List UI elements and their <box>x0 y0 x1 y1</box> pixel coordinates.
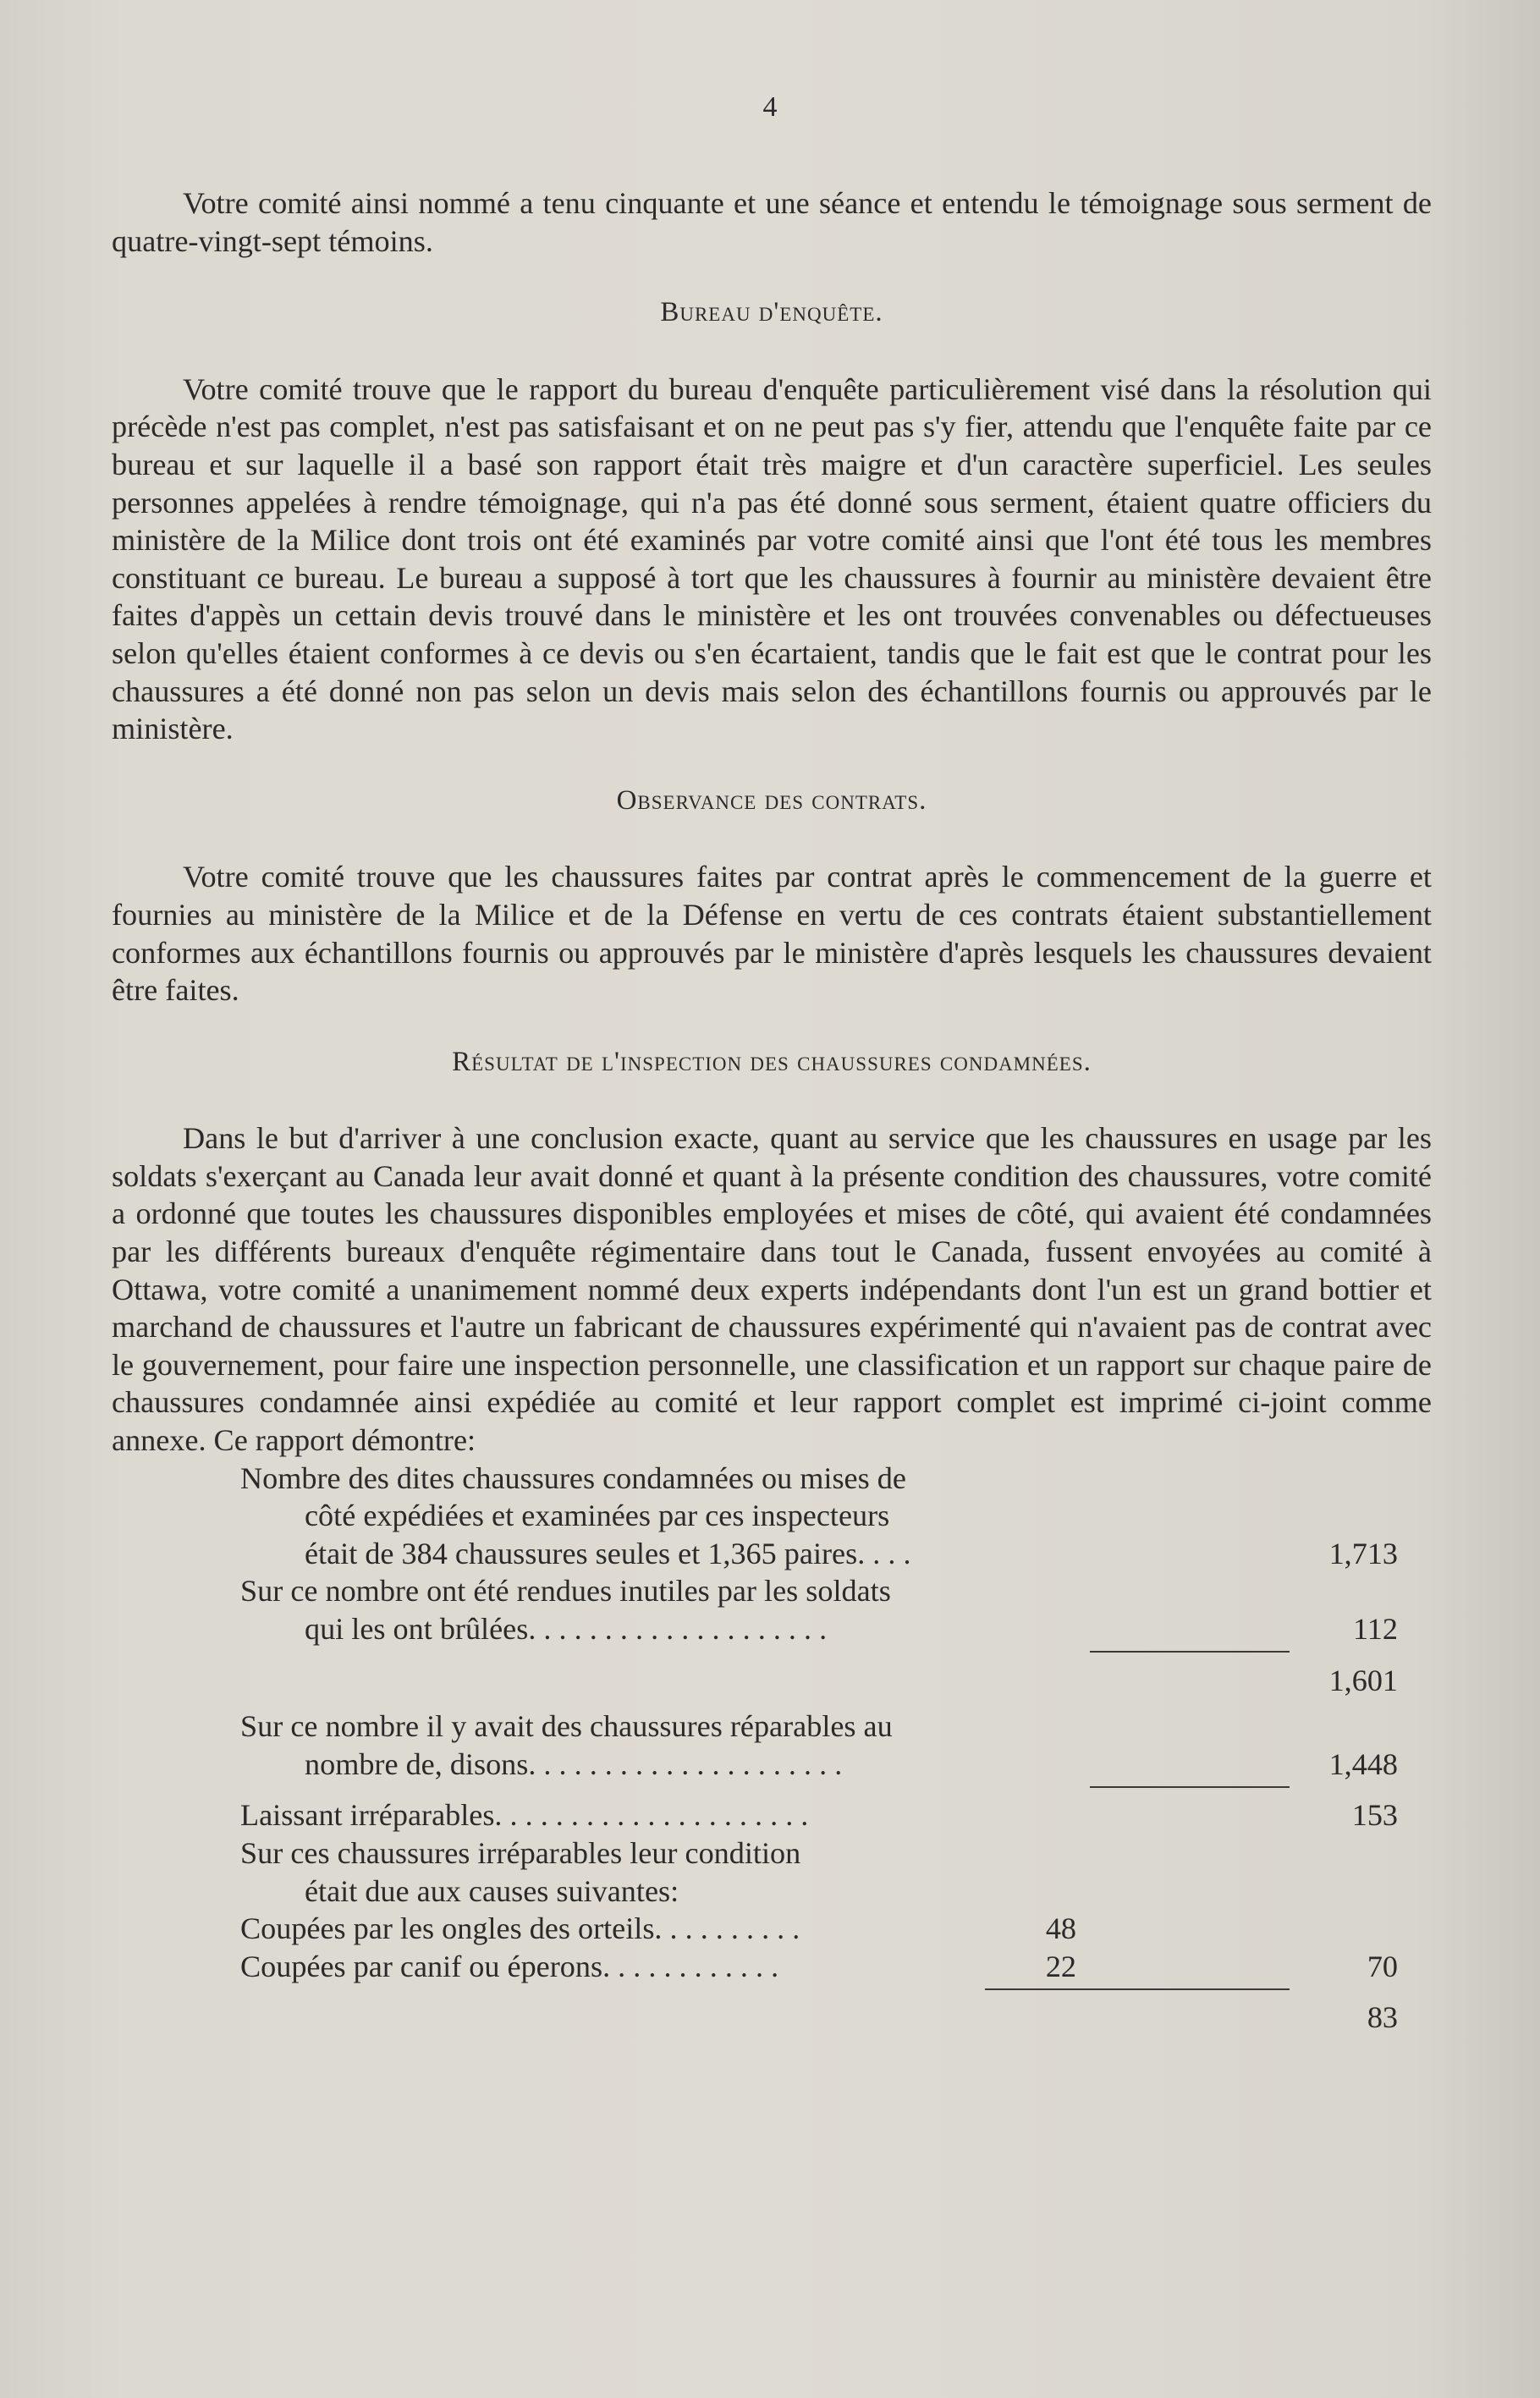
table-label: Sur ce nombre il y avait des chaussures réparables au <box>240 1709 893 1744</box>
section-heading-bureau: Bureau d'enquête. <box>660 297 883 328</box>
table-row <box>112 1460 1432 1498</box>
table-label: Laissant irréparables. . . . . . . . . . . . . . . . . . . . . <box>240 1798 809 1833</box>
table-row <box>112 1572 1432 1610</box>
table-row <box>112 1834 1432 1873</box>
table-value: 48 <box>1045 1911 1076 1946</box>
page-content <box>112 184 1432 2037</box>
section-heading-resultat: Résultat de l'inspection des chaussures condamnées. <box>452 1046 1092 1077</box>
table-row <box>112 1497 1432 1535</box>
intro-paragraph: Votre comité ainsi nommé a tenu cinquante et une séance et entendu le témoignage sous serment de quatre-vingt-sept témoins. <box>112 186 1432 258</box>
table-label: Sur ce nombre ont été rendues inutiles par les soldats <box>240 1574 891 1609</box>
table-row <box>112 1662 1432 1700</box>
sum-rule <box>1090 1651 1290 1653</box>
table-value: 153 <box>1351 1798 1398 1833</box>
table-value: 1,601 <box>1328 1663 1398 1697</box>
table-label: côté expédiées et examinées par ces inspecteurs <box>305 1499 890 1533</box>
table-row <box>112 1796 1432 1834</box>
table-row <box>112 1873 1432 1911</box>
sum-rule <box>985 1988 1290 1990</box>
section-body-bureau: Votre comité trouve que le rapport du bureau d'enquête particulièrement visé dans la résolution qui précède n'est pas complet, n'est pas satisfaisant et on ne peut pas s'y fier, attendu que l'enquête faite par ce bureau et sur laquelle il a basé son rapport était très maigre et d'un caractère superficiel. Les seules personnes appelées à rendre témoignage, qui n'a pas été donné sous serment, étaient quatre officiers du ministère de la Milice dont trois ont été examinés par votre comité ainsi que l'ont été tous les membres constituant ce bureau. Le bureau a supposé à tort que les chaussures à fournir au ministère devaient être faites d'appès un cettain devis trouvé dans le ministère et les ont trouvées convenables ou défectueuses selon qu'elles étaient conformes à ce devis ou s'en écartaient, tandis que le fait est que le contrat pour les chaussures a été donné non pas selon un devis mais selon des échantillons fournis ou approuvés par le ministère. <box>112 371 1432 746</box>
table-label: Coupées par canif ou éperons. . . . . . . . . . . . <box>240 1949 779 1983</box>
table-value: 83 <box>1367 2000 1398 2035</box>
table-label: qui les ont brûlées. . . . . . . . . . . . . . . . . . . . <box>305 1612 828 1646</box>
section-heading-observance: Observance des contrats. <box>616 784 927 816</box>
sum-rule <box>1090 1786 1290 1788</box>
table-value: 1,713 <box>1328 1536 1398 1570</box>
inspection-table <box>112 1460 1432 2037</box>
section-body-resultat: Dans le but d'arriver à une conclusion exacte, quant au service que les chaussures en usage par les soldats s'exerçant au Canada leur avait donné et quant à la présente condition des chaussures, votre comité a ordonné que toutes les chaussures disponibles employées et mises de côté, qui avaient été condamnées par les différents bureaux d'enquête régimentaire dans tout le Canada, fussent envoyées au comité à Ottawa, votre comité a unanimement nommé deux experts indépendants dont l'un est un grand bottier et marchand de chaussures et l'autre un fabricant de chaussures expérimenté qui n'avaient pas de contrat avec le gouvernement, pour faire une inspection personnelle, une classification et un rapport sur chaque paire de chaussures condamnée ainsi expédiée au comité et leur rapport complet est imprimé ci-joint comme annexe. Ce rapport démontre: <box>112 1121 1432 1458</box>
table-label: nombre de, disons. . . . . . . . . . . . . . . . . . . . . <box>305 1746 843 1781</box>
table-row <box>112 1746 1432 1784</box>
table-label: était de 384 chaussures seules et 1,365 paires. . . . <box>305 1536 911 1570</box>
table-value: 112 <box>1353 1612 1398 1646</box>
table-label: était due aux causes suivantes: <box>305 1873 679 1908</box>
table-row <box>112 1708 1432 1746</box>
table-row <box>112 1535 1432 1573</box>
table-row <box>112 1948 1432 1986</box>
table-row <box>112 1910 1432 1948</box>
table-label: Coupées par les ongles des orteils. . . . . . . . . . <box>240 1911 800 1946</box>
table-value: 1,448 <box>1328 1746 1398 1781</box>
table-row <box>112 1999 1432 2037</box>
table-value: 22 <box>1045 1949 1076 1983</box>
table-label: Sur ces chaussures irréparables leur condition <box>240 1835 801 1870</box>
page-number: 4 <box>762 91 778 123</box>
section-body-observance: Votre comité trouve que les chaussures faites par contrat après le commencement de la guerre et fournies au ministère de la Milice et de la Défense en vertu de ces contrats étaient substantiellement conformes aux échantillons fournis ou approuvés par le ministère d'après lesquels les chaussures devaient être faites. <box>112 860 1432 1008</box>
table-row <box>112 1610 1432 1648</box>
table-label: Nombre des dites chaussures condamnées ou mises de <box>240 1460 906 1495</box>
table-value: 70 <box>1367 1949 1398 1983</box>
